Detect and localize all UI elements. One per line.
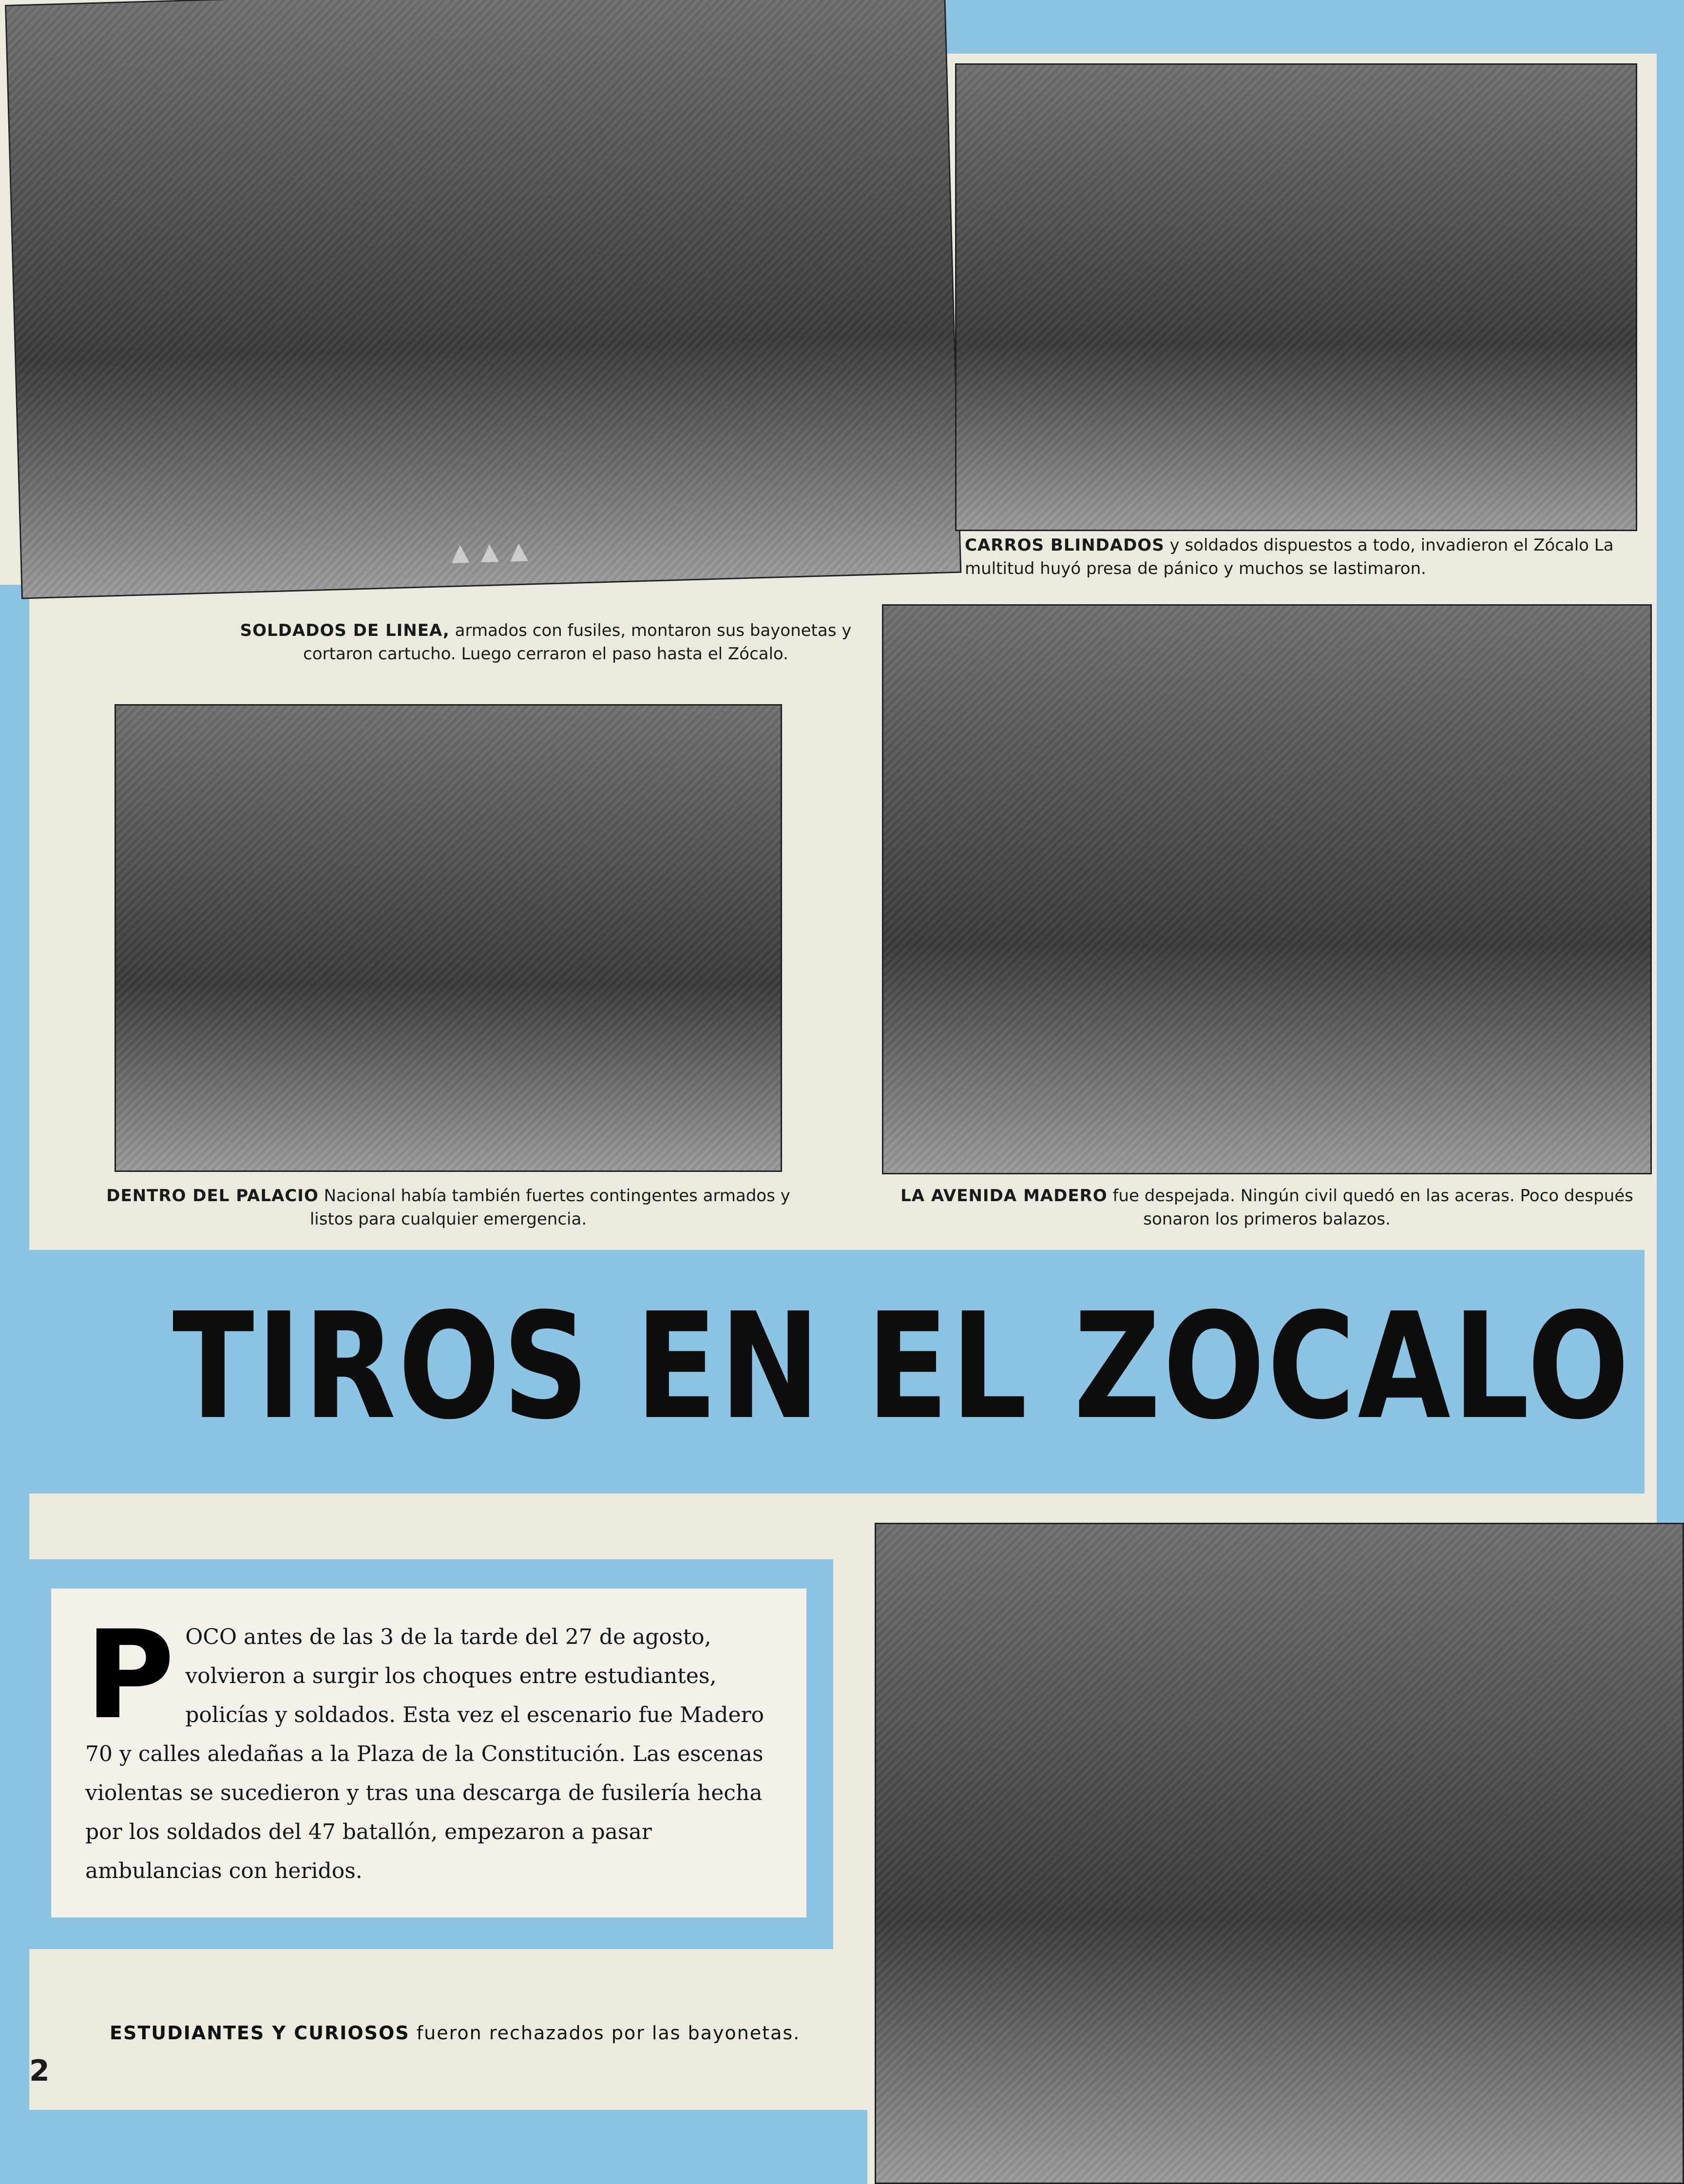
article-box — [51, 1589, 806, 1917]
caption-soldados: SOLDADOS DE LINEA, armados con fusiles, montaron sus bayonetas y cortaron cartucho. Luego cerraron el paso hasta el Zócalo. — [240, 621, 852, 664]
photo-avenida-madero — [882, 604, 1652, 1174]
photo-soldados-de-linea — [5, 0, 961, 599]
caption-madero: LA AVENIDA MADERO fue despejada. Ningún civil quedó en las aceras. Poco después sonaron los primeros balazos. — [900, 1186, 1633, 1229]
caption-palacio: DENTRO DEL PALACIO Nacional había también fuertes contingentes armados y listos para cualquier emergencia. — [106, 1186, 790, 1229]
dropcap: P — [85, 1604, 175, 1746]
photo-estudiantes-bayonetas — [875, 1523, 1684, 2184]
photo-carros-blindados — [955, 63, 1637, 531]
headline-band — [27, 1250, 1645, 1494]
bottom-blue-band — [29, 2110, 867, 2184]
top-right-blue-margin — [887, 0, 1684, 54]
photo-palacio-nacional — [115, 704, 782, 1172]
caption-estudiantes: ESTUDIANTES Y CURIOSOS fueron rechazados por las bayonetas. — [110, 2022, 801, 2044]
caption-carros: CARROS BLINDADOS y soldados dispuestos a todo, invadieron el Zócalo La multitud huyó presa de pánico y muchos se lastimaron. — [965, 536, 1614, 578]
photo-placeholder-label: ▲ ▲ ▲ — [451, 536, 531, 566]
headline: TIROS EN EL ZOCALO — [172, 1282, 1632, 1452]
article-text: POCO antes de las 3 de la tarde del 27 de agosto, volvieron a surgir los choques entre estudiantes, policías y soldados. Esta vez el escenario fue Madero 70 y calles aledañas a la Plaza de la Constitución. Las escenas violentas se sucedieron y tras una descarga de fusilería hecha por los soldados del 47 batallón, empezaron a pasar ambulancias con heridos. — [85, 1604, 765, 1883]
page-number: 2 — [29, 2054, 50, 2088]
